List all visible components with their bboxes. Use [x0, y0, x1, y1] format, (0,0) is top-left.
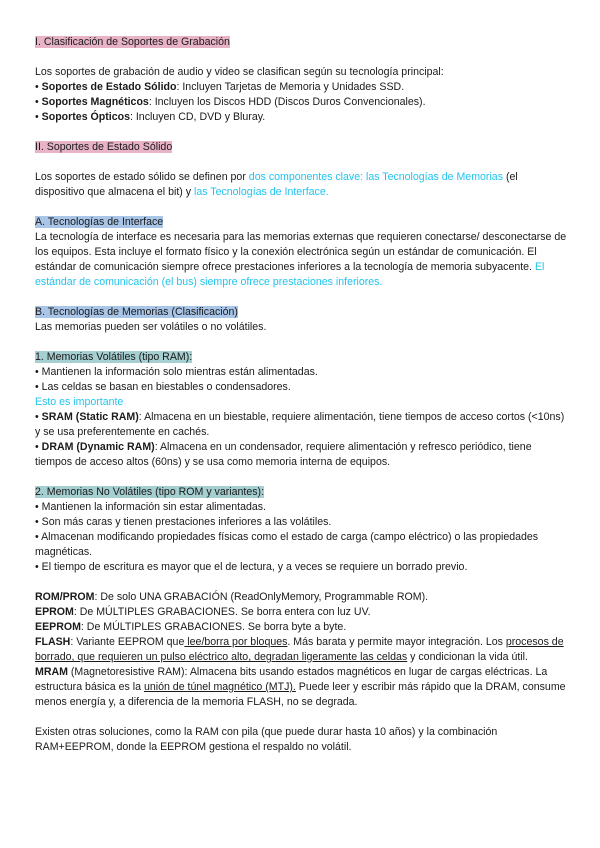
sectionA-heading [35, 215, 570, 230]
sectionB-heading-text: B. Tecnologías de Memorias (Clasificación) [35, 306, 238, 318]
list-item: • Mantienen la información solo mientras están alimentadas. [35, 366, 318, 378]
dram-item: • DRAM (Dynamic RAM): Almacena en un condensador, requiere alimentación y refresco periódico, tiene tiempos de acceso altos (60ns) y se usa como memoria interna de equipos. [35, 441, 532, 468]
sectionB-heading [35, 305, 570, 320]
section1-item: • Soportes Ópticos: Incluyen CD, DVD y Bluray. [35, 111, 266, 123]
section2-paragraph: Los soportes de estado sólido se definen por dos componentes clave: las Tecnologías de Memorias (el dispositivo que almacena el bit) y las Tecnologías de Interface. [35, 171, 518, 198]
section1-heading [35, 35, 570, 50]
nonvolatile-heading [35, 485, 570, 500]
eprom-item: EPROM: De MÚLTIPLES GRABACIONES. Se borra entera con luz UV. [35, 606, 371, 618]
volatile-heading-text: 1. Memorias Volátiles (tipo RAM): [35, 351, 193, 363]
section2-heading-text: II. Soportes de Estado Sólido [35, 141, 173, 153]
list-item: • El tiempo de escritura es mayor que el de lectura, y a veces se requiere un borrado previo. [35, 561, 468, 573]
list-item: • Son más caras y tienen prestaciones inferiores a las volátiles. [35, 516, 332, 528]
volatile-heading [35, 350, 570, 365]
cyan-note: dos componentes clave: las Tecnologías de Memorias [248, 171, 503, 183]
eeprom-item: EEPROM: De MÚLTIPLES GRABACIONES. Se borra byte a byte. [35, 621, 347, 633]
section1-item: • Soportes de Estado Sólido: Incluyen Tarjetas de Memoria y Unidades SSD. [35, 81, 405, 93]
sectionA-heading-text: A. Tecnologías de Interface [35, 216, 164, 228]
nonvolatile-heading-text: 2. Memorias No Volátiles (tipo ROM y variantes): [35, 486, 265, 498]
cyan-note: las Tecnologías de Interface. [194, 186, 329, 198]
section2-heading [35, 140, 570, 155]
mram-item: MRAM (Magnetoresistive RAM): Almacena bits usando estados magnéticos en lugar de cargas eléctricas. La estructura básica es la unión de túnel magnético (MTJ). Puede leer y escribir más rápido que la DRAM, consume menos energía y, a diferencia de la memoria FLASH, no se degrada. [35, 666, 566, 708]
section1-intro: Los soportes de grabación de audio y video se clasifican según su tecnología principal: [35, 66, 444, 78]
section1-item: • Soportes Magnéticos: Incluyen los Discos HDD (Discos Duros Convencionales). [35, 96, 426, 108]
flash-item: FLASH: Variante EEPROM que lee/borra por bloques. Más barata y permite mayor integración. Los procesos de borrado, que requieren un pulso eléctrico alto, degradan ligeramente las celdas y condicionan la vida útil. [35, 636, 564, 663]
closing-paragraph: Existen otras soluciones, como la RAM con pila (que puede durar hasta 10 años) y la combinación RAM+EEPROM, donde la EEPROM gestiona el respaldo no volátil. [35, 726, 498, 753]
cyan-note: El estándar de comunicación (el bus) siempre ofrece prestaciones inferiores. [35, 261, 545, 288]
list-item: • Almacenan modificando propiedades físicas como el estado de carga (campo eléctrico) o las propiedades magnéticas. [35, 531, 539, 558]
rom-item: ROM/PROM: De solo UNA GRABACIÓN (ReadOnlyMemory, Programmable ROM). [35, 591, 429, 603]
sectionA-paragraph: La tecnología de interface es necesaria para las memorias externas que requieren conectarse/ desconectarse de los equipos. Esta incluye el formato físico y la conexión electrónica según un estándar de comunicación. El estándar de comunicación siempre ofrece prestaciones inferiores a la tecnología de memoria subyacente. El estándar de comunicación (el bus) siempre ofrece prestaciones inferiores. [35, 231, 567, 288]
list-item: • Las celdas se basan en biestables o condensadores. [35, 381, 291, 393]
sectionB-paragraph: Las memorias pueden ser volátiles o no volátiles. [35, 321, 267, 333]
important-note: Esto es importante [35, 396, 124, 408]
section1-heading-text: I. Clasificación de Soportes de Grabación [35, 36, 230, 48]
document-page [35, 35, 570, 755]
sram-item: • SRAM (Static RAM): Almacena en un biestable, requiere alimentación, tiene tiempos de acceso cortos (<10ns) y se usa preferentemente en cachés. [35, 411, 565, 438]
list-item: • Mantienen la información sin estar alimentadas. [35, 501, 267, 513]
